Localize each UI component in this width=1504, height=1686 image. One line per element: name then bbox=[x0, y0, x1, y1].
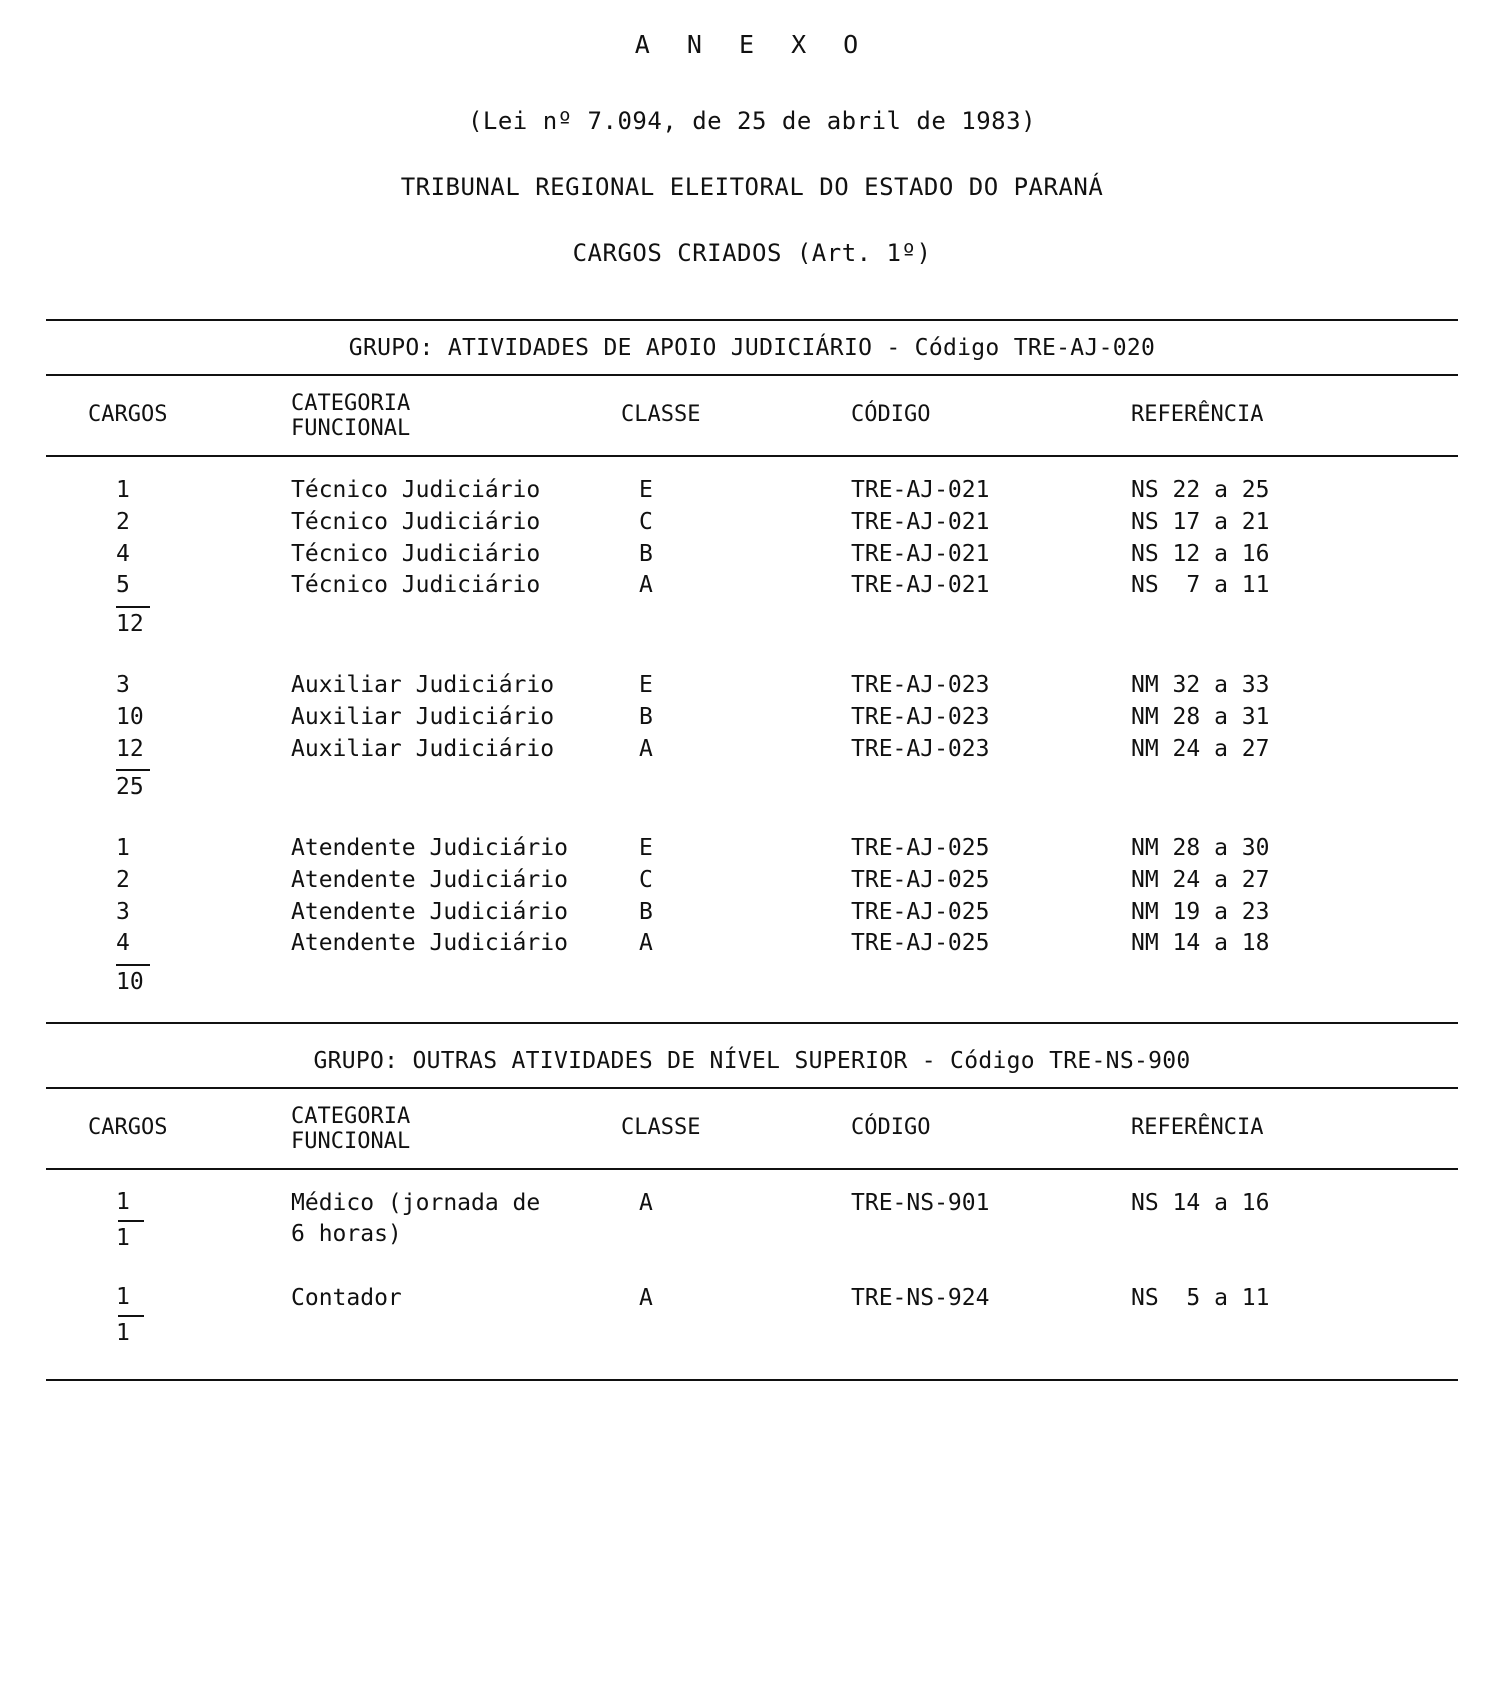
table-row bbox=[46, 734, 1458, 766]
column-header-categoria-line2: FUNCIONAL bbox=[291, 1128, 411, 1154]
subtotal-rule bbox=[118, 1220, 144, 1222]
table-row bbox=[46, 702, 1458, 734]
cell-codigo: TRE-AJ-025 bbox=[851, 898, 990, 925]
cell-referencia: NM 24 a 27 bbox=[1131, 866, 1270, 893]
subtotal-value: 12 bbox=[116, 611, 144, 638]
cell-referencia: NS 14 a 16 bbox=[1131, 1190, 1270, 1217]
column-header-cargos: CARGOS bbox=[88, 1115, 168, 1140]
group-title-1: GRUPO: ATIVIDADES DE APOIO JUDICIÁRIO - Código TRE-AJ-020 bbox=[348, 335, 1156, 361]
cell-codigo: TRE-AJ-023 bbox=[851, 735, 990, 762]
cell-referencia: NM 19 a 23 bbox=[1131, 898, 1270, 925]
cell-cargos-value: 1 bbox=[116, 1283, 130, 1310]
table-row bbox=[46, 833, 1458, 865]
column-header-classe: CLASSE bbox=[621, 1115, 701, 1140]
group-table-apoio-judiciario bbox=[46, 319, 1458, 1024]
cell-codigo: TRE-AJ-023 bbox=[851, 672, 990, 699]
cell-classe: E bbox=[639, 835, 653, 862]
cell-classe: B bbox=[639, 540, 653, 567]
row-group-tecnico-judiciario bbox=[46, 475, 1458, 640]
cell-referencia: NM 28 a 30 bbox=[1131, 835, 1270, 862]
cell-cargos: 1 bbox=[116, 835, 130, 862]
subtotal-atendente bbox=[46, 964, 1458, 998]
cell-cargos bbox=[46, 1283, 291, 1348]
table-row bbox=[46, 670, 1458, 702]
column-headers-1 bbox=[46, 376, 1458, 455]
table-bottom-rule bbox=[46, 1379, 1458, 1381]
cell-cargos: 3 bbox=[116, 672, 130, 699]
cell-cargos: 4 bbox=[116, 540, 130, 567]
document-page bbox=[0, 30, 1504, 1686]
cell-cargos-value: 1 bbox=[116, 1189, 130, 1216]
cell-categoria-line1: Médico (jornada de bbox=[291, 1190, 541, 1217]
column-header-categoria-funcional bbox=[291, 1105, 621, 1154]
group-table-nivel-superior bbox=[46, 1034, 1458, 1381]
cell-codigo: TRE-AJ-021 bbox=[851, 540, 990, 567]
cell-cargos: 10 bbox=[116, 703, 144, 730]
cell-codigo: TRE-AJ-021 bbox=[851, 477, 990, 504]
column-header-categoria-line2: FUNCIONAL bbox=[291, 415, 411, 441]
cell-categoria: Técnico Judiciário bbox=[291, 508, 541, 535]
column-header-referencia: REFERÊNCIA bbox=[1131, 402, 1264, 427]
subtotal-value: 25 bbox=[116, 774, 144, 801]
column-header-categoria-funcional bbox=[291, 392, 621, 441]
subtotal-value: 10 bbox=[116, 969, 144, 996]
cell-codigo: TRE-AJ-025 bbox=[851, 866, 990, 893]
cell-categoria-line2: 6 horas) bbox=[291, 1221, 402, 1248]
column-header-classe: CLASSE bbox=[621, 402, 701, 427]
cell-categoria bbox=[291, 1188, 621, 1253]
subtotal-rule bbox=[118, 1315, 144, 1317]
cell-cargos: 3 bbox=[116, 898, 130, 925]
subtotal-rule bbox=[116, 964, 150, 966]
cell-codigo: TRE-AJ-025 bbox=[851, 835, 990, 862]
cell-classe: E bbox=[639, 477, 653, 504]
table-row bbox=[46, 928, 1458, 960]
column-header-referencia: REFERÊNCIA bbox=[1131, 1115, 1264, 1140]
cell-classe: A bbox=[639, 1284, 653, 1311]
cell-referencia: NS 5 a 11 bbox=[1131, 1284, 1270, 1311]
column-header-categoria-line1: CATEGORIA bbox=[291, 1104, 411, 1129]
document-header bbox=[0, 30, 1504, 267]
column-header-categoria-line1: CATEGORIA bbox=[291, 391, 411, 416]
cell-categoria: Atendente Judiciário bbox=[291, 866, 568, 893]
cell-classe: A bbox=[639, 735, 653, 762]
cell-codigo: TRE-AJ-021 bbox=[851, 508, 990, 535]
cell-referencia: NS 12 a 16 bbox=[1131, 540, 1270, 567]
subtotal-tecnico bbox=[46, 606, 1458, 640]
cell-categoria: Auxiliar Judiciário bbox=[291, 735, 555, 762]
cell-referencia: NM 28 a 31 bbox=[1131, 703, 1270, 730]
law-reference: (Lei nº 7.094, de 25 de abril de 1983) bbox=[467, 107, 1037, 135]
column-header-cargos: CARGOS bbox=[88, 402, 168, 427]
cell-cargos-subtotal: 1 bbox=[116, 1319, 130, 1346]
row-spacer bbox=[46, 640, 1458, 670]
group1-bottom-rule bbox=[46, 1022, 1458, 1024]
table-body-2 bbox=[46, 1170, 1458, 1353]
cell-categoria: Contador bbox=[291, 1284, 402, 1311]
cell-codigo: TRE-AJ-023 bbox=[851, 703, 990, 730]
row-group-auxiliar-judiciario bbox=[46, 670, 1458, 803]
cell-classe: C bbox=[639, 508, 653, 535]
column-header-codigo: CÓDIGO bbox=[851, 1115, 931, 1140]
cell-referencia: NS 17 a 21 bbox=[1131, 508, 1270, 535]
cell-referencia: NS 22 a 25 bbox=[1131, 477, 1270, 504]
column-header-codigo: CÓDIGO bbox=[851, 402, 931, 427]
cell-categoria: Atendente Judiciário bbox=[291, 835, 568, 862]
cell-referencia: NM 32 a 33 bbox=[1131, 672, 1270, 699]
cell-referencia: NM 24 a 27 bbox=[1131, 735, 1270, 762]
subtotal-rule bbox=[116, 606, 150, 608]
table-row bbox=[46, 507, 1458, 539]
cell-classe: B bbox=[639, 703, 653, 730]
organization-name: TRIBUNAL REGIONAL ELEITORAL DO ESTADO DO PARANÁ bbox=[400, 173, 1104, 201]
table-row bbox=[46, 539, 1458, 571]
cell-codigo: TRE-AJ-021 bbox=[851, 572, 990, 599]
table-row bbox=[46, 897, 1458, 929]
cell-categoria: Auxiliar Judiciário bbox=[291, 703, 555, 730]
cell-cargos: 1 bbox=[116, 477, 130, 504]
cell-classe: A bbox=[639, 930, 653, 957]
document-subtitle: CARGOS CRIADOS (Art. 1º) bbox=[572, 239, 932, 267]
subtotal-rule bbox=[116, 769, 150, 771]
table-row bbox=[46, 570, 1458, 602]
cell-categoria: Técnico Judiciário bbox=[291, 572, 541, 599]
cell-cargos-subtotal: 1 bbox=[116, 1225, 130, 1251]
cell-categoria: Atendente Judiciário bbox=[291, 930, 568, 957]
row-spacer bbox=[46, 1253, 1458, 1283]
cell-codigo: TRE-NS-924 bbox=[851, 1284, 990, 1311]
cell-categoria: Atendente Judiciário bbox=[291, 898, 568, 925]
cell-referencia: NM 14 a 18 bbox=[1131, 930, 1270, 957]
group-title-2: GRUPO: OUTRAS ATIVIDADES DE NÍVEL SUPERIOR - Código TRE-NS-900 bbox=[313, 1048, 1191, 1074]
table-row bbox=[46, 475, 1458, 507]
cell-referencia: NS 7 a 11 bbox=[1131, 572, 1270, 599]
cell-categoria: Técnico Judiciário bbox=[291, 477, 541, 504]
row-group-atendente-judiciario bbox=[46, 833, 1458, 998]
page-title: A N E X O bbox=[634, 30, 870, 59]
table-row-contador bbox=[46, 1283, 1458, 1348]
cell-codigo: TRE-AJ-025 bbox=[851, 930, 990, 957]
column-headers-2 bbox=[46, 1089, 1458, 1168]
cell-cargos: 12 bbox=[116, 735, 144, 762]
cell-classe: B bbox=[639, 898, 653, 925]
row-spacer bbox=[46, 803, 1458, 833]
cell-cargos: 5 bbox=[116, 572, 130, 599]
table-row-medico bbox=[46, 1188, 1458, 1253]
cell-classe: A bbox=[639, 572, 653, 599]
cell-categoria: Técnico Judiciário bbox=[291, 540, 541, 567]
subtotal-auxiliar bbox=[46, 769, 1458, 803]
cell-cargos: 2 bbox=[116, 508, 130, 535]
cell-categoria: Auxiliar Judiciário bbox=[291, 672, 555, 699]
cell-cargos: 4 bbox=[116, 930, 130, 957]
cell-cargos: 2 bbox=[116, 866, 130, 893]
cell-cargos bbox=[46, 1188, 291, 1253]
cell-classe: C bbox=[639, 866, 653, 893]
table-row bbox=[46, 865, 1458, 897]
table-body-1 bbox=[46, 457, 1458, 1004]
cell-classe: E bbox=[639, 672, 653, 699]
cell-codigo: TRE-NS-901 bbox=[851, 1190, 990, 1217]
cell-classe: A bbox=[639, 1190, 653, 1217]
